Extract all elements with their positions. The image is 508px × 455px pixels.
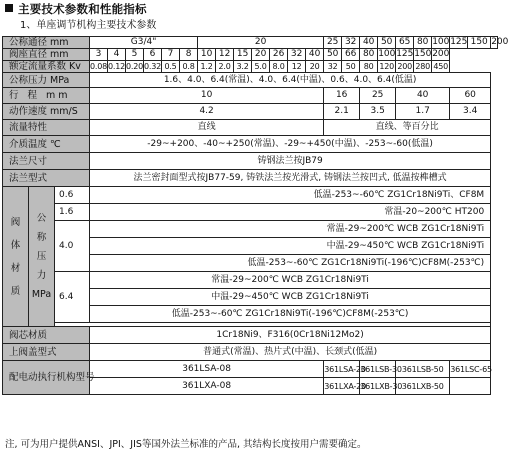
pressure-value: 0.6 [55, 187, 90, 204]
cell: 280 [415, 62, 431, 71]
material-cell: 中温-29~450℃ WCB ZG1Cr18Ni9Ti [90, 238, 491, 255]
row-seat-diameter [3, 49, 498, 61]
cell: 直线 [90, 120, 324, 136]
pressure-value: 4.0 [55, 221, 90, 272]
cell: 10 [198, 49, 216, 61]
cell: 1.6、4.0、6.4(常温)、4.0、6.4(中温)、0.6、4.0、6.4(低温) [90, 73, 491, 88]
cell: 直线、等百分比 [324, 120, 491, 136]
cell: 450 [433, 62, 449, 71]
pressure-value: 1.6 [55, 204, 90, 221]
section-heading-text: 主要技术参数和性能指标 [18, 2, 147, 16]
cell: 6 [144, 49, 162, 61]
body-material-group-label [3, 187, 29, 327]
row-kv [3, 61, 498, 73]
actuator-model: 361LXB-30 [360, 378, 396, 395]
actuator-model: 361LSB-50 [396, 361, 450, 378]
cell: 0.12 [108, 62, 126, 71]
actuator-model: 361LXA-20 [324, 378, 360, 395]
cell: 3.5 [360, 104, 396, 120]
table-subheading: 1、单座调节机构主要技术参数 [20, 20, 157, 31]
row-nominal-pressure [3, 73, 498, 88]
actuator-model: 361LSA-20 [324, 361, 360, 378]
cell: 12 [216, 49, 234, 61]
cell: 5 [126, 49, 144, 61]
row-label: 上阀盖型式 [3, 344, 90, 361]
label-char: 公 [36, 213, 47, 224]
cell: 66 [342, 49, 360, 61]
material-cell: 中温-29~450℃ WCB ZG1Cr18Ni9Ti [90, 289, 491, 306]
cell: 80 [360, 49, 378, 61]
footnote: 注, 可为用户提供ANSI、JPI、JIS等国外法兰标准的产品, 其结构长度按用户需要确定。 [5, 439, 367, 450]
cell: 16 [324, 88, 360, 104]
row-label: 流量特性 [3, 120, 90, 136]
label-char: 阀 [10, 216, 21, 228]
square-bullet-icon [5, 4, 13, 12]
cell: 26 [270, 49, 288, 61]
cell: 铸钢法兰按JB79 [90, 153, 491, 170]
cell: 8.0 [270, 61, 288, 73]
cell: 80 [360, 61, 378, 73]
cell: 40 [360, 37, 378, 49]
actuator-model: 361LSA-08 [90, 361, 324, 378]
row-medium-temperature [3, 136, 498, 153]
cell: 1.7 [396, 104, 450, 120]
label-char: 称 [36, 232, 47, 243]
cell: 20 [198, 37, 324, 49]
row-label: 法兰尺寸 [3, 153, 90, 170]
cell: 法兰密封面型式按JB77-59, 铸铁法兰按光滑式, 铸钢法兰按凹式, 低温按榫槽式 [90, 170, 491, 187]
cell: 32 [342, 37, 360, 49]
cell: 3.4 [450, 104, 491, 120]
material-cell: 常温-29~200℃ WCB ZG1Cr18Ni9Ti [90, 272, 491, 289]
section-heading [5, 1, 147, 17]
row-speed [3, 104, 498, 120]
label-char: MPa [31, 289, 52, 300]
cell: 200 [432, 49, 450, 59]
cell: 4.2 [90, 104, 324, 120]
row-core-material [3, 327, 498, 344]
cell: 20 [252, 49, 270, 61]
cell: 4 [108, 49, 126, 61]
row-stroke [3, 88, 498, 104]
cell: 7 [162, 49, 180, 61]
cell: 0.8 [180, 61, 198, 73]
row-body-material-1-6 [3, 204, 498, 221]
row-label: 介质温度 ℃ [3, 136, 90, 153]
cell: 0.20 [126, 62, 144, 71]
cell: 200 [397, 62, 413, 71]
cell: 1.2 [198, 61, 216, 73]
actuator-model: 361LSC-65 [450, 361, 491, 378]
label-char: 压 [36, 251, 47, 262]
actuator-model: 361LSB-30 [360, 361, 396, 378]
cell: 2.1 [324, 104, 360, 120]
cell: 2.0 [216, 61, 234, 73]
row-bonnet-type [3, 344, 498, 361]
row-label: 配电动执行机构型号 [3, 361, 90, 395]
cell: 40 [306, 49, 324, 61]
row-body-material-0-6 [3, 187, 498, 204]
cell: 12 [288, 61, 306, 73]
row-label: 阀芯材质 [3, 327, 90, 344]
cell: 15 [234, 49, 252, 61]
cell: 120 [379, 62, 395, 71]
cell: -29~+200、-40~+250(常温)、-29~+450(中温)、-253~-60(低温) [90, 136, 491, 153]
row-label: 公称通径 mm [3, 37, 90, 49]
label-char: 质 [10, 285, 21, 297]
cell: G3/4" [90, 37, 198, 49]
cell: 10 [90, 88, 324, 104]
cell: 125 [450, 37, 468, 47]
label-char: 材 [10, 262, 21, 274]
cell: 20 [306, 61, 324, 73]
material-cell: 低温-253~-60℃ ZG1Cr18Ni9Ti(-196℃)CF8M(-253℃) [90, 255, 491, 272]
cell: 40 [396, 88, 450, 104]
row-actuator [3, 361, 498, 378]
pressure-value: 6.4 [55, 272, 90, 323]
cell: 3 [90, 49, 108, 61]
cell: 100 [432, 37, 450, 47]
empty-cell [450, 378, 491, 395]
label-char: 力 [36, 270, 47, 281]
material-cell: 常温-29~200℃ WCB ZG1Cr18Ni9Ti [90, 221, 491, 238]
cell: 150 [468, 37, 491, 49]
cell: 25 [360, 88, 396, 104]
cell: 0.08 [90, 62, 108, 71]
row-flange-size [3, 153, 498, 170]
cell: 65 [396, 37, 414, 49]
cell: 1Cr18Ni9、F316(0Cr18Ni12Mo2) [90, 327, 491, 344]
actuator-model: 361LXA-08 [90, 378, 324, 395]
cell: 50 [342, 61, 360, 73]
cell: 3.2 [234, 61, 252, 73]
spec-table [2, 36, 508, 395]
cell: 200 [491, 37, 508, 47]
material-cell: 低温-253~-60℃ ZG1Cr18Ni9Ti、CF8M [90, 187, 491, 204]
label-char: 体 [10, 239, 21, 251]
row-label: 公称压力 MPa [3, 73, 90, 88]
cell: 125 [396, 49, 414, 59]
cell: 60 [450, 88, 491, 104]
cell: 5.0 [252, 61, 270, 73]
row-label: 动作速度 mm/S [3, 104, 90, 120]
cell: 8 [180, 49, 198, 61]
row-label: 阀座直径 mm [3, 49, 90, 61]
material-cell: 低温-253~-60℃ ZG1Cr18Ni9Ti(-196℃)CF8M(-253℃) [90, 306, 491, 323]
row-body-material-4-0 [3, 221, 498, 238]
nominal-pressure-group-label [29, 187, 55, 327]
row-flow-characteristic [3, 120, 498, 136]
material-cell: 常温-20~200℃ HT200 [90, 204, 491, 221]
row-label: 法兰型式 [3, 170, 90, 187]
row-body-material-6-4 [3, 272, 498, 289]
cell: 100 [378, 49, 396, 59]
cell: 普通式(常温)、热片式(中温)、长颈式(低温) [90, 344, 491, 361]
cell: 80 [414, 37, 432, 49]
cell: 25 [324, 37, 342, 49]
row-flange-type [3, 170, 498, 187]
cell: 50 [378, 37, 396, 49]
actuator-model: 361LXB-50 [396, 378, 450, 395]
cell: 50 [324, 49, 342, 61]
cell: 32 [288, 49, 306, 61]
row-label: 额定流量系数 Kv [3, 61, 90, 73]
cell: 0.5 [162, 61, 180, 73]
row-nominal-dn [3, 37, 498, 49]
row-label: 行 程 mm [3, 88, 90, 104]
cell: 0.32 [144, 62, 162, 71]
cell: 150 [414, 49, 432, 59]
cell: 32 [324, 61, 342, 73]
